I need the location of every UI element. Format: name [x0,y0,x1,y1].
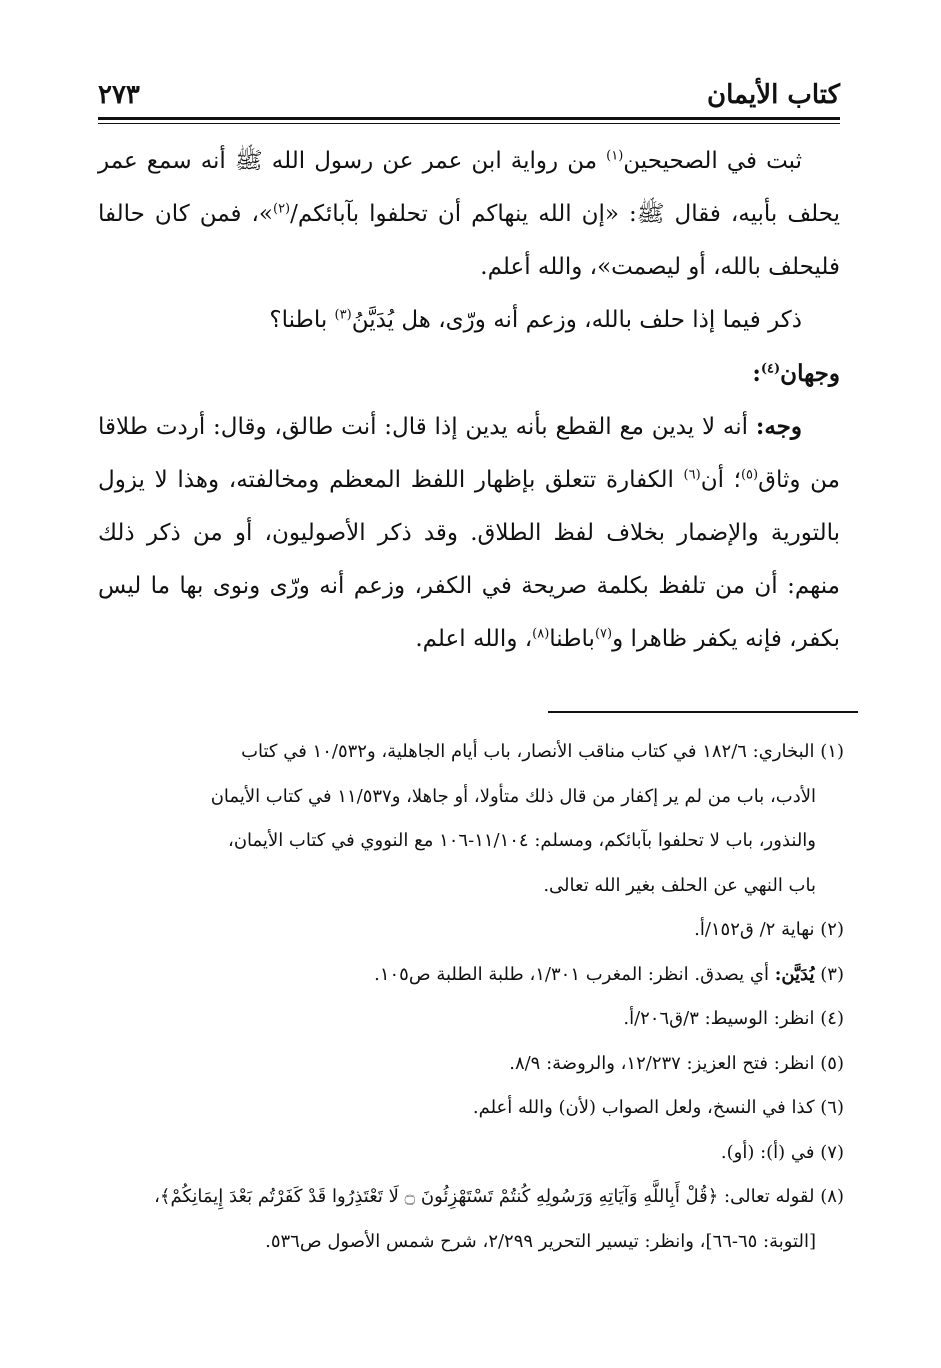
footnote-6 [96,1086,844,1131]
footnote-number: (٨) [820,1186,844,1207]
footnote-4 [96,997,844,1042]
page-header [98,72,840,114]
footnote-5 [96,1042,844,1087]
text-run: من رواية ابن عمر عن رسول الله ﷺ أنه سمع عمر يحلف بأبيه، فقال ﷺ: «إن الله ينهاكم أن تحلفوا بآبائكم/ [98,148,840,227]
footnote-term: يُدَيَّن: [774,963,815,985]
footnotes [96,730,844,1264]
footnote-3 [96,953,844,998]
footnote-line: انظر: الوسيط: ٣/ق٢٠٦/أ. [623,1008,815,1029]
footnote-line: [التوبة: ٦٥-٦٦]، وانظر: تيسير التحرير ٢/٢٩٩، شرح شمس الأصول ص٥٣٦. [265,1230,816,1252]
text-run: ذكر فيما إذا حلف بالله، وزعم أنه ورّى، هل يُدَيَّنُ [351,307,802,333]
footnote-8 [96,1175,844,1264]
footnote-number: (٧) [820,1141,844,1163]
footnote-line: في (أ): (أو). [720,1141,815,1163]
footnote-line: الأدب، باب من لم ير إكفار من قال ذلك متأولا، أو جاهلا، و١١/٥٣٧ في كتاب الأيمان [210,785,816,807]
text-run: ثبت في الصحيحين [623,148,802,174]
footnote-line: البخاري: ١٨٢/٦ في كتاب مناقب الأنصار، باب أيام الجاهلية، و١٠/٥٣٢ في كتاب [241,741,815,762]
paragraph-4 [98,400,840,666]
page-number: ٢٧٣ [98,80,140,110]
running-title: كتاب الأيمان [706,80,840,110]
paragraph-3 [98,347,840,400]
header-rule-thick [98,117,840,120]
footnote-ref-6[interactable]: (٦) [683,467,701,483]
footnote-number: (٢) [820,919,844,940]
text-run: باطنا؟ [269,307,335,333]
footnote-line: باب النهي عن الحلف بغير الله تعالى. [543,874,816,896]
paragraph-2 [98,294,840,347]
footnote-line: انظر: فتح العزيز: ١٢/٢٣٧، والروضة: ٨/٩. [509,1052,815,1074]
text-run: وجهان [780,360,840,387]
lead-word: وجه: [755,413,802,440]
footnote-line: لقوله تعالى: ﴿قُلْ أَبِاللَّهِ وَآيَاتِهِ وَرَسُولِهِ كُنتُمْ تَسْتَهْزِئُونَ ۝ لَا تَعْتَذِرُوا قَدْ كَفَرْتُم بَعْدَ إِيمَانِكُمْ﴾، [154,1186,815,1207]
footnote-ref-3[interactable]: (٣) [334,307,352,323]
text-run: الكفارة تتعلق بإظهار اللفظ المعظم ومخالفته، وهذا لا يزول بالتورية والإضمار بخلاف لفظ الطلاق. وقد ذكر الأصوليون، أو من ذكر ذلك منهم: أن من تلفظ بكلمة صريحة في الكفر، وزعم أنه ورّى ونوى بها ما ليس بكفر، فإنه يكفر ظاهرا و [98,467,840,652]
text-run: أنه لا يدين مع القطع بأنه يدين إذا قال: أنت طالق، وقال: أردت طلاقا من وثاق [98,414,840,493]
footnote-number: (٣) [820,963,844,985]
footnote-1 [96,730,844,908]
footnote-ref-8[interactable]: (٨) [532,626,550,642]
footnote-ref-4[interactable]: (٤) [760,361,781,377]
header-rule-thin [98,123,840,124]
footnote-ref-5[interactable]: (٥) [740,467,759,483]
text-run: »، فمن كان حالفا فليحلف بالله، أو ليصمت»، والله أعلم. [98,201,840,280]
footnote-separator [548,711,858,713]
footnote-number: (٥) [820,1052,844,1074]
main-text [98,135,840,666]
footnote-line: كذا في النسخ، ولعل الصواب (لأن) والله أعلم. [472,1097,815,1118]
text-run: ، والله اعلم. [415,626,533,652]
footnote-number: (١) [820,741,844,762]
text-run: باطنا [549,626,595,652]
paragraph-1 [98,135,840,294]
footnote-ref-7[interactable]: (٧) [594,626,613,642]
footnote-number: (٦) [820,1097,844,1118]
footnote-line: والنذور، باب لا تحلفوا بآبائكم، ومسلم: ١١/١٠٤-١٠٦ مع النووي في كتاب الأيمان، [228,830,816,851]
footnote-2 [96,908,844,953]
footnote-ref-2[interactable]: (٢) [272,201,291,217]
footnote-line: أي يصدق. انظر: المغرب ١/٣٠١، طلبة الطلبة ص١٠٥. [374,963,775,985]
footnote-7 [96,1131,844,1176]
footnote-number: (٤) [820,1008,844,1029]
text-run: : [752,360,761,387]
footnote-ref-1[interactable]: (١) [606,148,624,164]
footnote-line: نهاية ٢/ ق١٥٢/أ. [694,919,815,940]
text-run: ؛ أن [700,467,741,493]
